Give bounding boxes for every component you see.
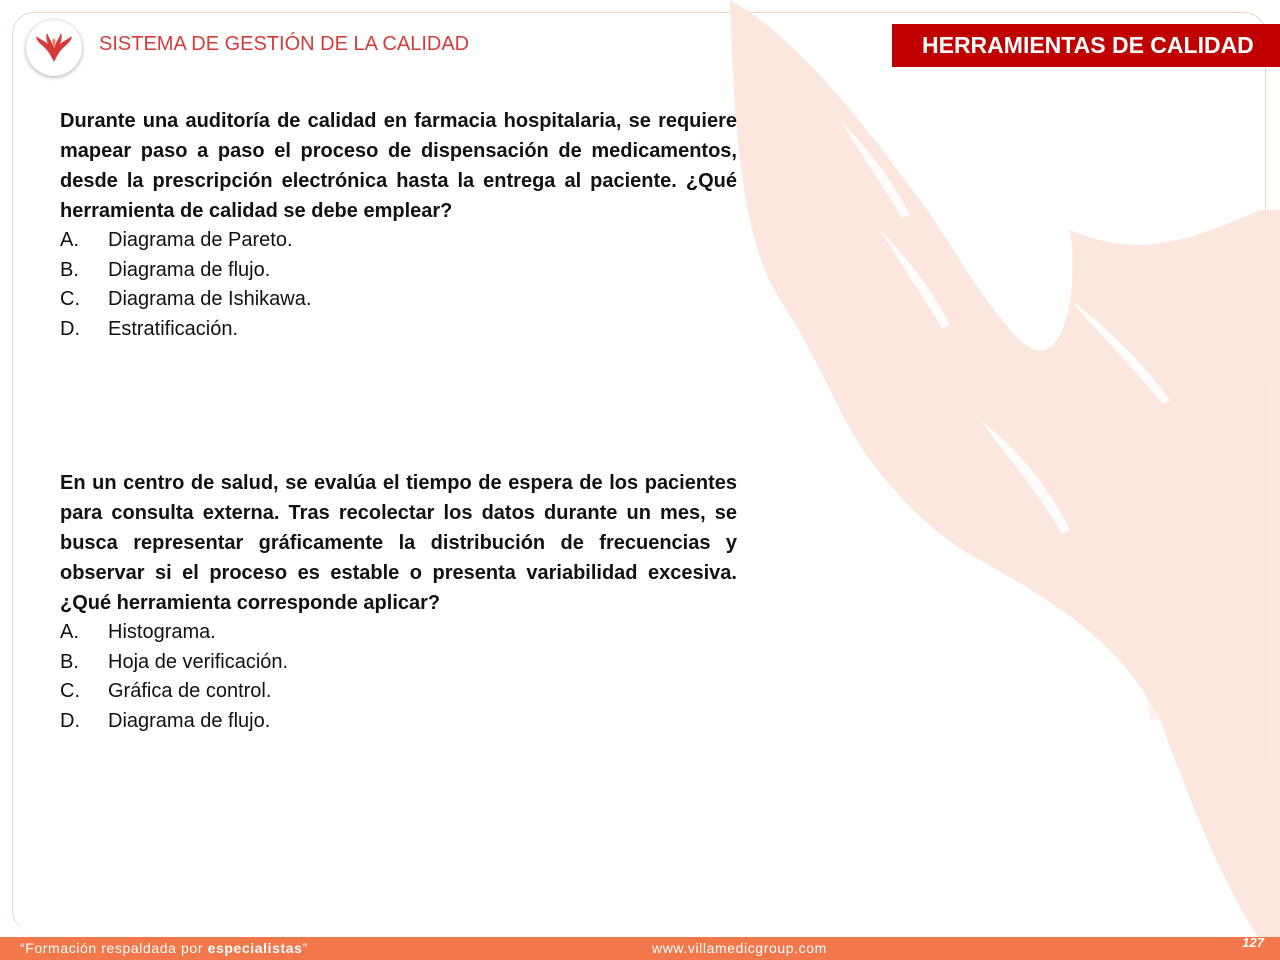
option-letter: B. [60, 650, 79, 673]
answer-options [60, 618, 737, 736]
option-text: Diagrama de Pareto. [108, 229, 293, 251]
option-letter: D. [60, 317, 80, 340]
slogan-suffix: ” [302, 940, 308, 956]
option-b [60, 256, 737, 286]
option-letter: A. [60, 229, 79, 251]
option-text: Histograma. [108, 621, 216, 643]
option-d [60, 707, 737, 737]
option-b [60, 648, 737, 678]
option-letter: D. [60, 709, 80, 732]
option-d [60, 315, 737, 345]
slogan-bold: especialistas [207, 940, 303, 956]
section-badge [892, 24, 1280, 67]
option-letter: C. [60, 288, 80, 310]
phoenix-watermark-icon [720, 0, 1280, 940]
option-c [60, 285, 737, 315]
question-stem: Durante una auditoría de calidad en farmacia hospitalaria, se requiere mapear paso a paso el proceso de dispensación de medicamentos, desde la prescripción electrónica hasta la entrega al paciente. ¿Qué herramienta de calidad se debe emplear? [60, 110, 737, 222]
option-a [60, 618, 737, 648]
question-2 [60, 468, 737, 736]
page-number: 127 [1242, 935, 1264, 950]
section-badge-label: HERRAMIENTAS DE CALIDAD [922, 32, 1254, 58]
answer-options [60, 226, 737, 344]
logo [26, 20, 82, 76]
document-title: SISTEMA DE GESTIÓN DE LA CALIDAD [99, 33, 470, 55]
slogan-prefix: “Formación respaldada por [20, 940, 208, 956]
option-letter: A. [60, 621, 79, 643]
option-text: Estratificación. [108, 317, 239, 340]
footer-slogan [20, 940, 308, 956]
footer-url[interactable]: www.villamedicgroup.com [652, 940, 827, 956]
option-text: Diagrama de flujo. [108, 709, 271, 732]
option-a [60, 226, 737, 256]
option-letter: C. [60, 680, 80, 702]
option-text: Hoja de verificación. [108, 650, 289, 673]
footer-bar [0, 937, 1280, 960]
option-letter: B. [60, 258, 79, 281]
phoenix-logo-icon [35, 32, 73, 64]
option-text: Gráfica de control. [108, 680, 272, 702]
option-text: Diagrama de Ishikawa. [108, 288, 312, 310]
question-1 [60, 106, 737, 344]
option-text: Diagrama de flujo. [108, 258, 271, 281]
option-c [60, 677, 737, 707]
question-stem: En un centro de salud, se evalúa el tiempo de espera de los pacientes para consulta externa. Tras recolectar los datos durante un mes, se busca representar gráficamente la distribución de frecuencias y observar si el proceso es estable o presenta variabilidad excesiva. ¿Qué herramienta corresponde aplicar? [60, 472, 737, 614]
